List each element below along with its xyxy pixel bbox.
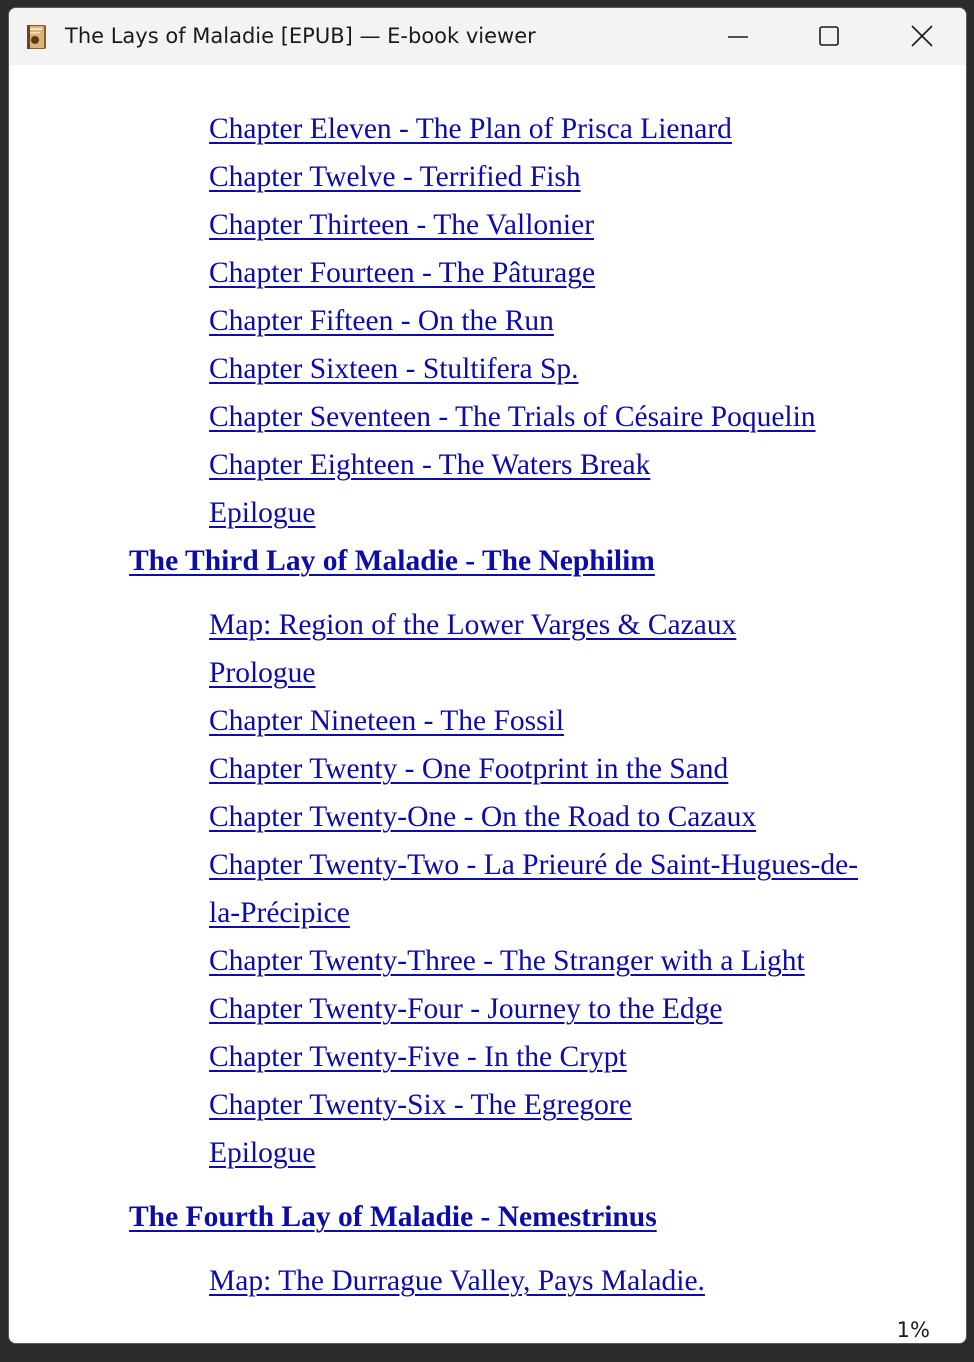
title-bar[interactable] <box>9 8 966 65</box>
toc-link-chapter-twelve[interactable]: Chapter Twelve - Terrified Fish <box>209 161 581 193</box>
toc-link-prologue[interactable]: Prologue <box>209 657 316 689</box>
toc-link-chapter-twenty[interactable]: Chapter Twenty - One Footprint in the Sand <box>209 753 729 785</box>
toc-link-chapter-nineteen[interactable]: Chapter Nineteen - The Fossil <box>209 705 565 737</box>
toc-link-chapter-twenty-two-cont[interactable]: la-Précipice <box>209 897 350 929</box>
toc-link-chapter-twenty-two[interactable]: Chapter Twenty-Two - La Prieuré de Saint-Hugues-de- <box>209 849 859 881</box>
toc-link-chapter-twenty-six[interactable]: Chapter Twenty-Six - The Egregore <box>209 1089 632 1121</box>
toc-link-fourth-lay[interactable]: The Fourth Lay of Maladie - Nemestrinus <box>129 1201 657 1233</box>
toc-link-chapter-eleven[interactable]: Chapter Eleven - The Plan of Prisca Lienard <box>209 113 732 145</box>
toc-link-chapter-sixteen[interactable]: Chapter Sixteen - Stultifera Sp. <box>209 353 579 385</box>
window-title: The Lays of Maladie [EPUB] — E-book viewer <box>65 24 536 48</box>
toc-link-chapter-eighteen[interactable]: Chapter Eighteen - The Waters Break <box>209 449 651 481</box>
toc-link-map-durrague-valley[interactable]: Map: The Durrague Valley, Pays Maladie. <box>209 1265 705 1297</box>
ebook-viewer-window <box>8 7 967 1344</box>
toc-link-third-lay[interactable]: The Third Lay of Maladie - The Nephilim <box>129 545 655 577</box>
minimize-icon <box>692 8 784 65</box>
reading-progress: 1% <box>896 1318 930 1342</box>
maximize-button[interactable] <box>784 8 876 65</box>
toc-link-map-lower-varges[interactable]: Map: Region of the Lower Varges & Cazaux <box>209 609 737 641</box>
toc-link-chapter-seventeen[interactable]: Chapter Seventeen - The Trials of Césaire Poquelin <box>209 401 816 433</box>
minimize-button[interactable] <box>692 8 784 65</box>
close-icon <box>876 8 967 65</box>
book-content[interactable] <box>9 65 966 1344</box>
toc-link-chapter-thirteen[interactable]: Chapter Thirteen - The Vallonier <box>209 209 595 241</box>
toc-link-chapter-twenty-three[interactable]: Chapter Twenty-Three - The Stranger with a Light <box>209 945 805 977</box>
toc-link-epilogue-second[interactable]: Epilogue <box>209 497 316 529</box>
toc-link-chapter-twenty-one[interactable]: Chapter Twenty-One - On the Road to Cazaux <box>209 801 757 833</box>
maximize-icon <box>784 8 876 65</box>
toc-link-chapter-fourteen[interactable]: Chapter Fourteen - The Pâturage <box>209 257 596 289</box>
toc-link-chapter-twenty-five[interactable]: Chapter Twenty-Five - In the Crypt <box>209 1041 627 1073</box>
toc-link-epilogue-third[interactable]: Epilogue <box>209 1137 316 1169</box>
toc-link-chapter-twenty-four[interactable]: Chapter Twenty-Four - Journey to the Edge <box>209 993 723 1025</box>
close-button[interactable] <box>876 8 967 65</box>
toc-link-chapter-fifteen[interactable]: Chapter Fifteen - On the Run <box>209 305 554 337</box>
book-icon <box>24 23 50 51</box>
